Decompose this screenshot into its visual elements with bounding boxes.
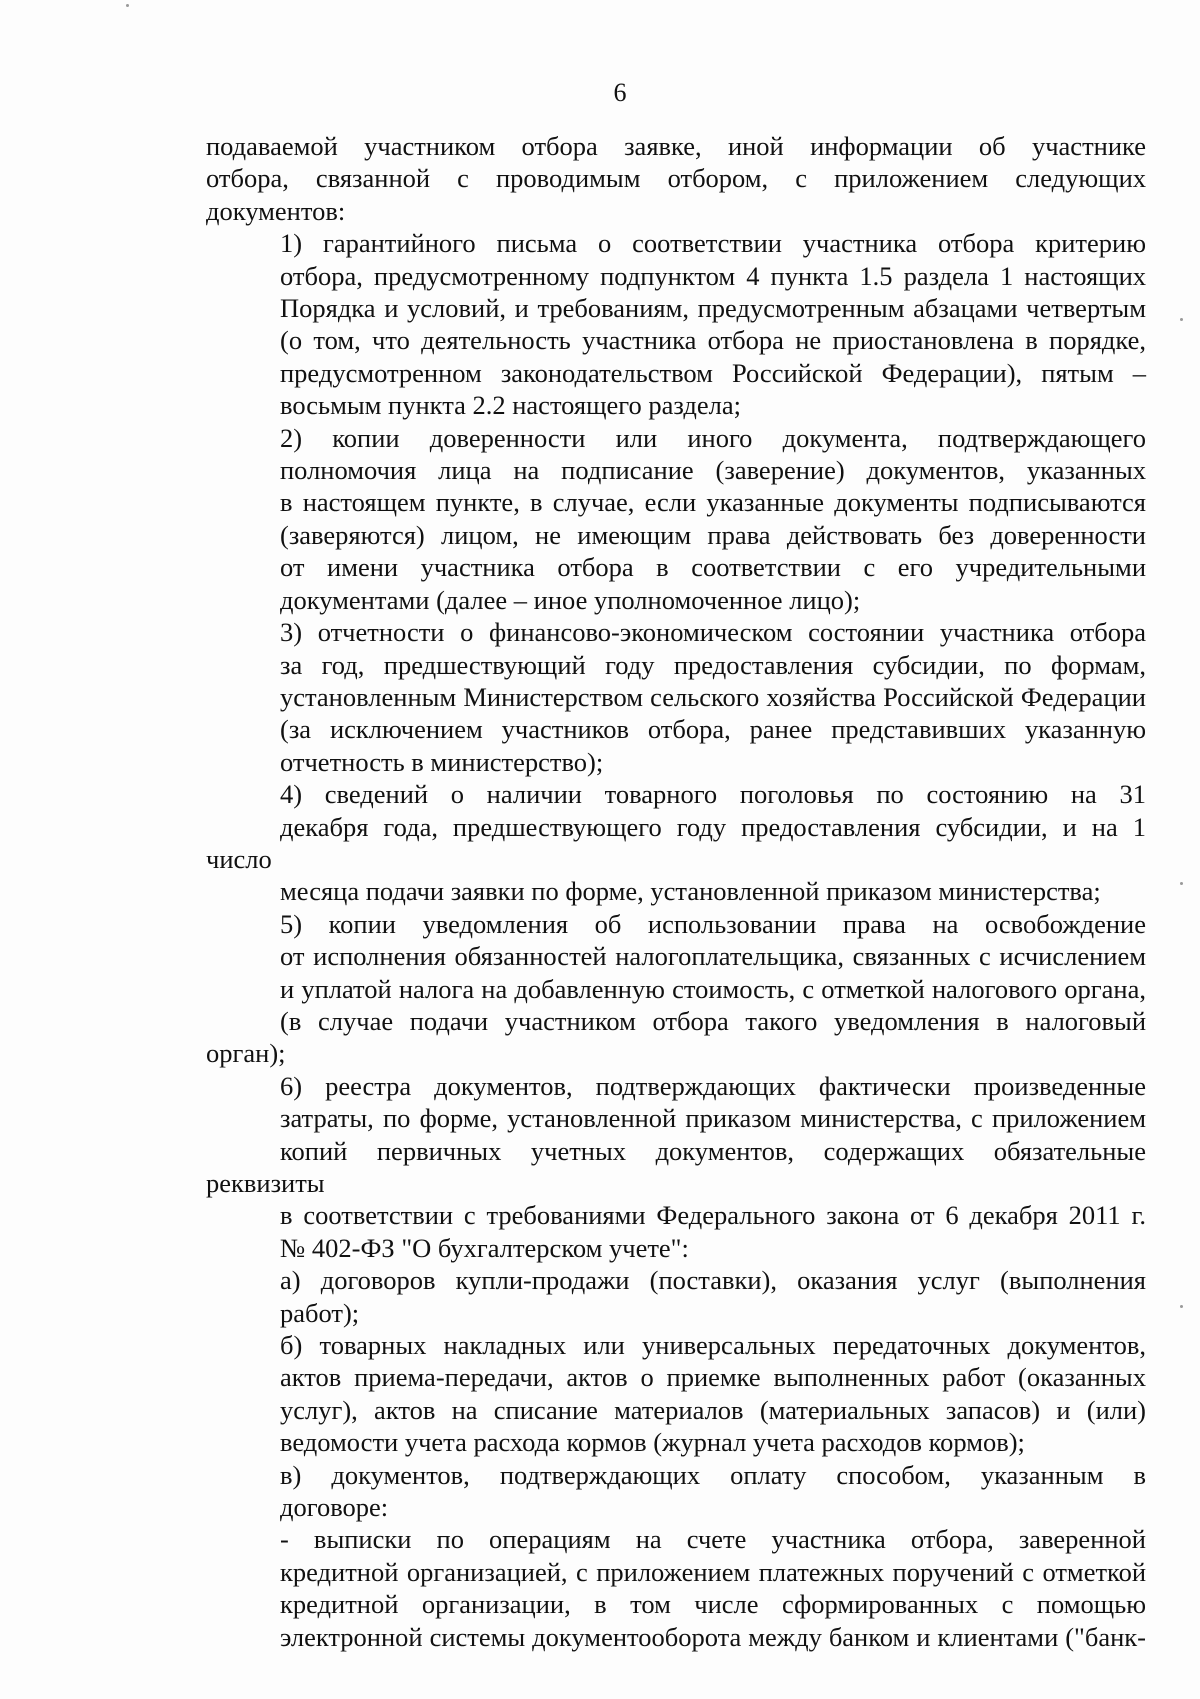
text-line: подаваемой участником отбора заявке, иной информации об участнике [206, 131, 1146, 161]
paragraph [206, 1264, 1146, 1329]
scan-speck [1180, 1305, 1183, 1308]
text-line: в соответствии с требованиями Федерального закона от 6 декабря 2011 г. [280, 1200, 1146, 1231]
text-line: работ); [280, 1297, 360, 1328]
text-line: 6) реестра документов, подтверждающих фактически произведенные [280, 1070, 1146, 1101]
text-line: (заверяются) лицом, не имеющим права действовать без доверенности [280, 519, 1146, 550]
paragraph [206, 908, 1146, 1070]
text-line: отчетность в министерство); [280, 746, 604, 777]
text-line: а) договоров купли-продажи (поставки), оказания услуг (выполнения [280, 1265, 1146, 1296]
text-line: электронной системы документооборота между банком и клиентами ("банк- [280, 1621, 1146, 1652]
paragraph [206, 1523, 1146, 1653]
text-line: документов: [206, 195, 346, 226]
text-line: от имени участника отбора в соответствии с его учредительными [280, 552, 1146, 583]
text-line: услуг), актов на списание материалов (материальных запасов) и (или) [280, 1394, 1146, 1425]
text-line: в настоящем пункте, в случае, если указанные документы подписываются [280, 487, 1146, 518]
paragraph [206, 1070, 1146, 1264]
text-line: ведомости учета расхода кормов (журнал учета расходов кормов); [280, 1427, 1025, 1458]
text-line: и уплатой налога на добавленную стоимость, с отметкой налогового органа, [280, 973, 1146, 1004]
text-line: отбора, связанной с проводимым отбором, с приложением следующих [206, 163, 1146, 194]
text-line: в) документов, подтверждающих оплату способом, указанным в [280, 1459, 1146, 1490]
text-line: (за исключением участников отбора, ранее представивших указанную [280, 714, 1146, 745]
text-line: договоре: [280, 1492, 389, 1523]
text-line: 1) гарантийного письма о соответствии участника отбора критерию [280, 228, 1146, 259]
text-line: установленным Министерством сельского хозяйства Российской Федерации [280, 681, 1146, 712]
text-line: документами (далее – иное уполномоченное лицо); [280, 584, 861, 615]
paragraph [206, 616, 1146, 778]
text-line: кредитной организации, в том числе сформированных с помощью [280, 1589, 1146, 1620]
scan-speck [1180, 882, 1183, 885]
scan-speck [1180, 318, 1183, 321]
text-line: актов приема-передачи, актов о приемке выполненных работ (оказанных [280, 1362, 1146, 1393]
text-line: Порядка и условий, и требованиям, предусмотренным абзацами четвертым [280, 293, 1146, 324]
text-line: - выписки по операциям на счете участника отбора, заверенной [280, 1524, 1146, 1555]
text-line: № 402-ФЗ "О бухгалтерском учете": [280, 1232, 689, 1263]
text-line: месяца подачи заявки по форме, установленной приказом министерства; [280, 876, 1101, 907]
text-line: предусмотренном законодательством Российской Федерации), пятым – [280, 357, 1146, 388]
paragraph [206, 130, 1146, 227]
paragraph [206, 778, 1146, 908]
text-line: копий первичных учетных документов, содержащих обязательные реквизиты [206, 1135, 1146, 1198]
paragraph [206, 227, 1146, 421]
text-line: (о том, что деятельность участника отбора не приостановлена в порядке, [280, 325, 1146, 356]
text-line: 3) отчетности о финансово-экономическом состоянии участника отбора [280, 617, 1146, 648]
text-line: декабря года, предшествующего году предоставления субсидии, и на 1 число [206, 811, 1146, 874]
paragraph [206, 422, 1146, 616]
text-line: восьмым пункта 2.2 настоящего раздела; [280, 390, 741, 421]
text-line: б) товарных накладных или универсальных передаточных документов, [280, 1330, 1146, 1361]
text-line: 2) копии доверенности или иного документа, подтверждающего [280, 422, 1146, 453]
text-line: кредитной организацией, с приложением платежных поручений с отметкой [280, 1556, 1146, 1587]
text-line: затраты, по форме, установленной приказом министерства, с приложением [280, 1103, 1146, 1134]
text-line: от исполнения обязанностей налогоплательщика, связанных с исчислением [280, 941, 1146, 972]
text-line: отбора, предусмотренному подпунктом 4 пункта 1.5 раздела 1 настоящих [280, 260, 1146, 291]
paragraph [206, 1459, 1146, 1524]
text-line: 5) копии уведомления об использовании права на освобождение [280, 908, 1146, 939]
paragraph [206, 1329, 1146, 1459]
scan-speck [126, 4, 129, 7]
document-body [206, 130, 1146, 1653]
text-line: полномочия лица на подписание (заверение) документов, указанных [280, 455, 1146, 486]
text-line: 4) сведений о наличии товарного поголовья по состоянию на 31 [280, 779, 1146, 810]
text-line: за год, предшествующий году предоставления субсидии, по формам, [280, 649, 1146, 680]
page-number: 6 [613, 78, 627, 107]
text-line: (в случае подачи участником отбора такого уведомления в налоговый орган); [206, 1005, 1146, 1069]
